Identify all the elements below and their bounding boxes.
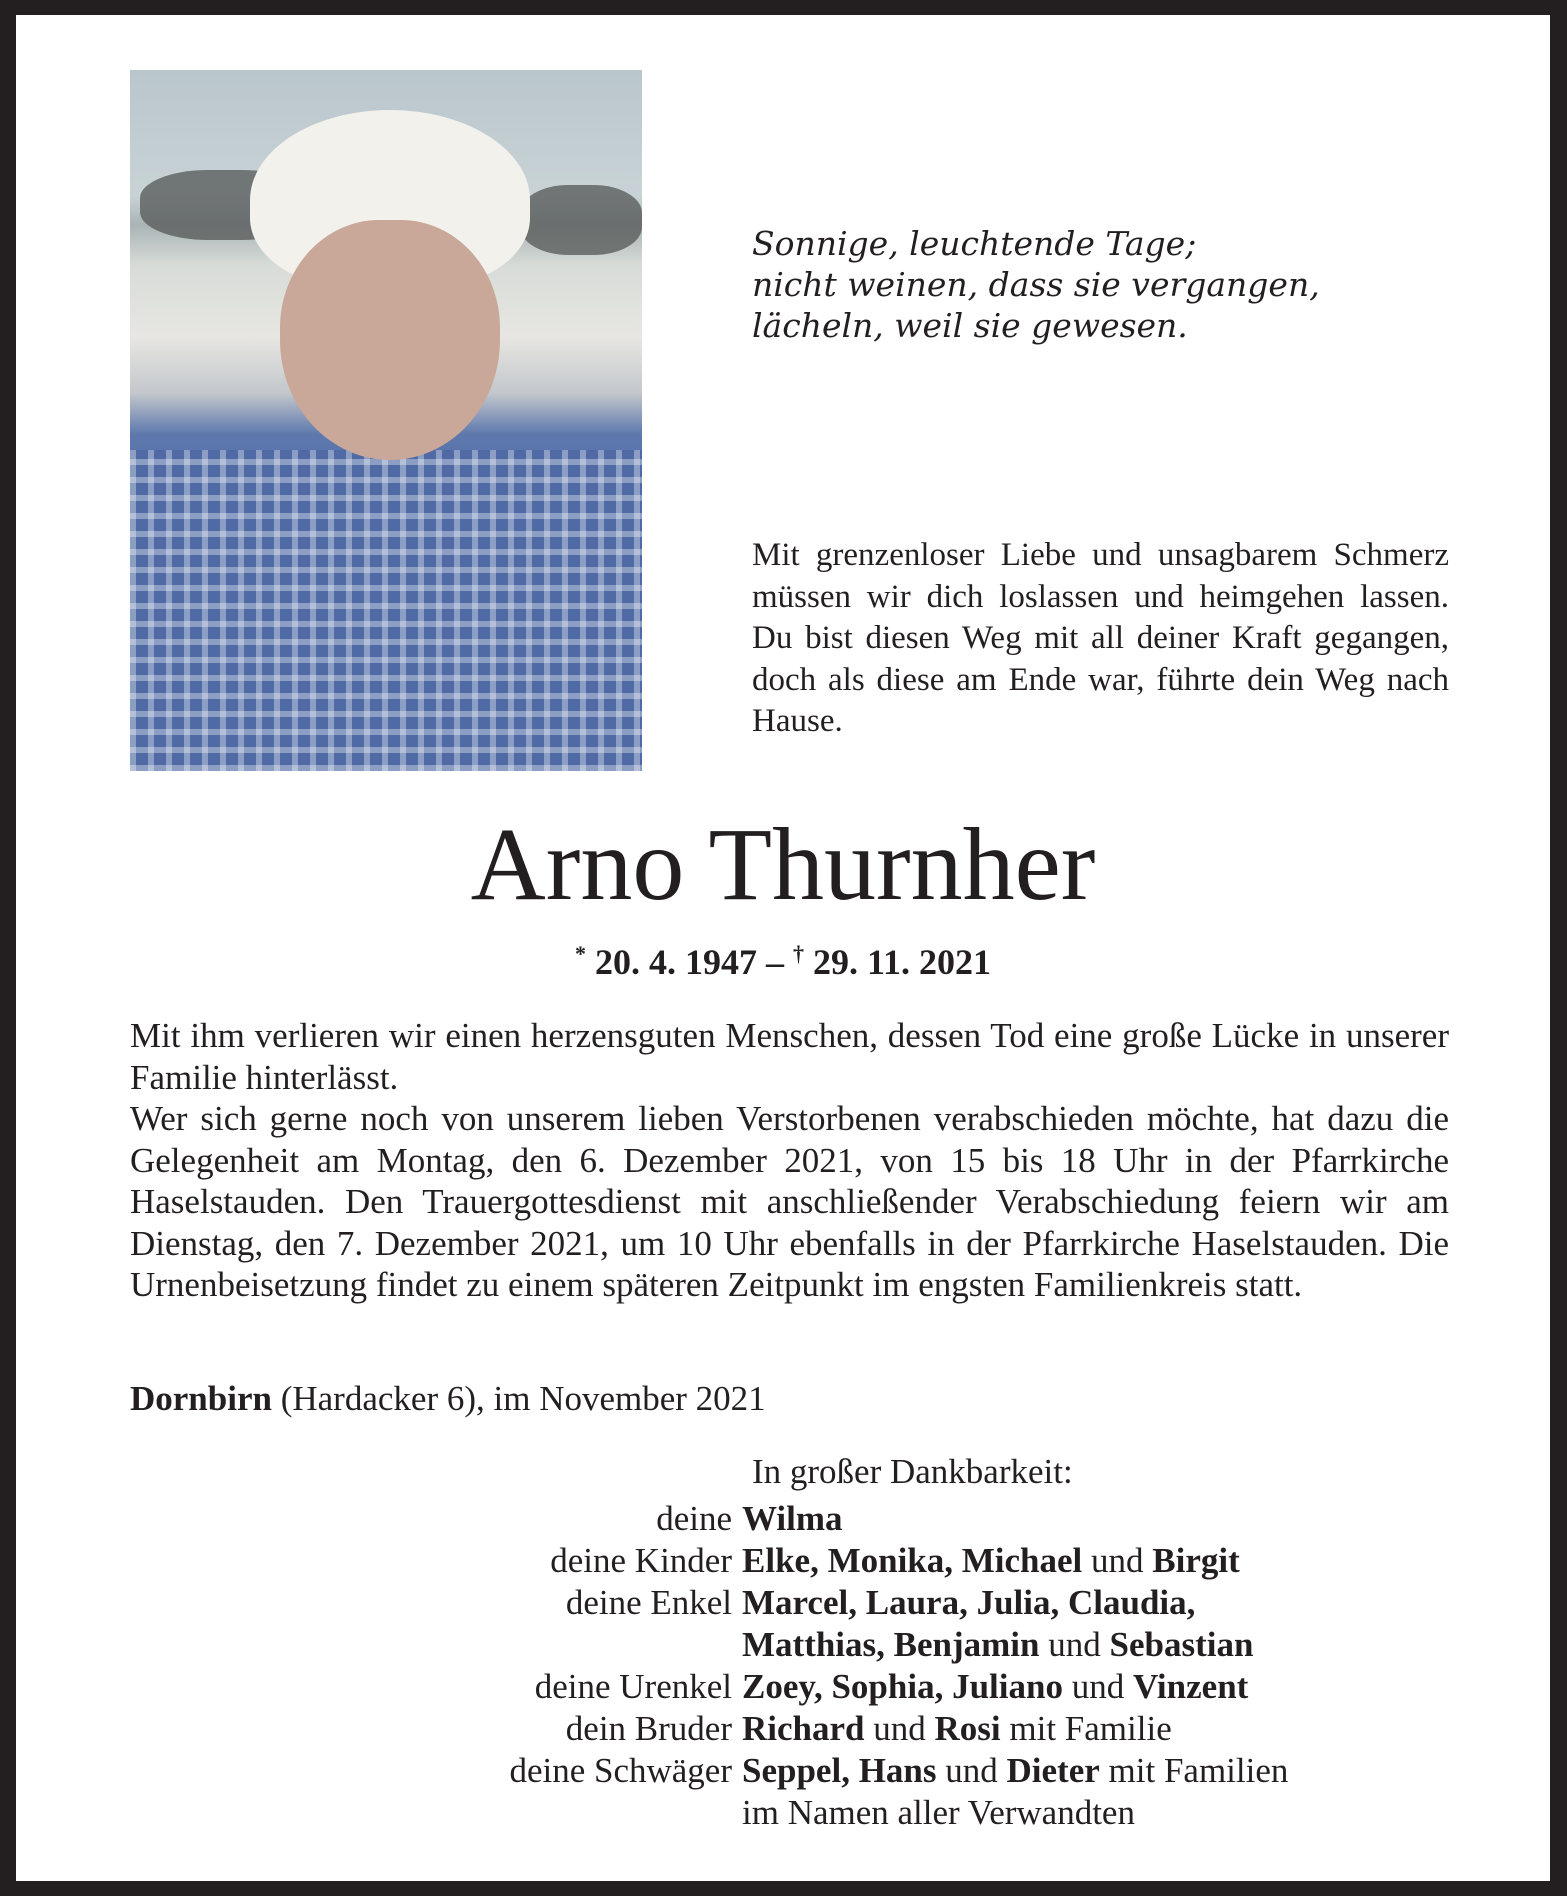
family-list <box>16 1498 1550 1834</box>
date-separator: – <box>756 942 793 982</box>
family-row <box>16 1498 1550 1540</box>
family-connector-text: und <box>1039 1625 1110 1664</box>
family-relation: deine Enkel <box>565 1583 732 1622</box>
body-paragraph-2: Wer sich gerne noch von unserem lieben Verstorbenen verabschieden möchte, hat dazu die Gelegenheit am Montag, den 6. Dezember 2021, von 15 bis 18 Uhr in der Pfarrkirche Haselstauden. Den Trauergottesdienst mit anschließender Verabschiedung feiern wir am Dienstag, den 7. Dezember 2021, um 10 Uhr ebenfalls in der Pfarrkirche Haselstauden. Die Urnenbeisetzung findet zu einem späteren Zeitpunkt im engsten Familienkreis statt. <box>130 1099 1449 1304</box>
family-member-name: Matthias, Benjamin <box>742 1625 1040 1664</box>
intro-paragraph: Mit grenzenloser Liebe und unsagbarem Schmerz müssen wir dich loslassen und heimgehen lassen. Du bist diesen Weg mit all deiner Kraft gegangen, doch als diese am Ende war, führte dein Weg nach Hause. <box>752 537 1449 739</box>
family-member-name: Birgit <box>1152 1541 1240 1580</box>
family-names <box>742 1750 1288 1792</box>
portrait-photo <box>130 70 642 771</box>
place-date-line <box>130 1378 766 1420</box>
family-names <box>742 1540 1240 1582</box>
family-names <box>742 1498 842 1540</box>
family-row <box>16 1582 1550 1624</box>
family-member-name: Seppel, Hans <box>742 1751 937 1790</box>
family-relation: dein Bruder <box>565 1709 732 1748</box>
deceased-name: Arno Thurnher <box>470 807 1096 922</box>
death-cross-icon: † <box>792 941 804 966</box>
poem-line: lächeln, weil sie gewesen. <box>752 306 1188 345</box>
thanks-heading: In großer Dankbarkeit: <box>752 1452 1073 1491</box>
family-names <box>742 1666 1248 1708</box>
family-row <box>16 1540 1550 1582</box>
poem <box>752 223 1320 346</box>
family-member-name: Elke, Monika, Michael <box>742 1541 1083 1580</box>
family-member-name: Vinzent <box>1132 1667 1249 1706</box>
family-relation: deine Kinder <box>550 1541 732 1580</box>
family-member-name: Rosi <box>934 1709 1001 1748</box>
family-connector-text: mit Familien <box>1099 1751 1289 1790</box>
family-row <box>16 1666 1550 1708</box>
body-paragraph-1: Mit ihm verlieren wir einen herzensguten Menschen, dessen Tod eine große Lücke in unserer Familie hinterlässt. <box>130 1016 1449 1097</box>
announcement-body <box>130 1015 1449 1306</box>
photo-face <box>280 220 500 460</box>
family-row <box>16 1792 1550 1834</box>
family-relation <box>16 1624 742 1666</box>
family-member-name: Marcel, Laura, Julia, Claudia, <box>742 1583 1196 1622</box>
place-rest: (Hardacker 6), im November 2021 <box>271 1379 766 1418</box>
family-relation: deine <box>656 1499 732 1538</box>
family-connector-text: mit Familie <box>1000 1709 1172 1748</box>
family-connector-text: und <box>864 1709 935 1748</box>
family-row <box>16 1750 1550 1792</box>
birth-date: 20. 4. 1947 <box>594 942 757 982</box>
family-member-name: Zoey, Sophia, Juliano <box>742 1667 1063 1706</box>
death-date: 29. 11. 2021 <box>812 942 991 982</box>
family-relation: deine Schwäger <box>509 1751 732 1790</box>
life-dates <box>16 941 1550 983</box>
photo-rocks-right <box>520 185 642 255</box>
family-relation: deine Urenkel <box>534 1667 732 1706</box>
birth-star-icon: * <box>574 941 586 966</box>
family-member-name: Sebastian <box>1109 1625 1254 1664</box>
family-member-name: Dieter <box>1006 1751 1100 1790</box>
family-member-name: Richard <box>742 1709 865 1748</box>
photo-shirt <box>130 450 642 771</box>
place-city: Dornbirn <box>130 1379 272 1418</box>
family-connector-text: und <box>1062 1667 1133 1706</box>
family-row <box>16 1708 1550 1750</box>
family-row <box>16 1624 1550 1666</box>
family-connector-text: im Namen aller Verwandten <box>742 1793 1135 1832</box>
obituary-page <box>16 15 1550 1881</box>
family-connector-text: und <box>936 1751 1007 1790</box>
family-connector-text: und <box>1082 1541 1153 1580</box>
poem-line: Sonnige, leuchtende Tage; <box>752 224 1197 263</box>
poem-line: nicht weinen, dass sie vergangen, <box>752 265 1320 304</box>
family-names <box>742 1624 1253 1666</box>
family-relation <box>16 1792 742 1834</box>
family-member-name: Wilma <box>742 1499 843 1538</box>
family-names <box>742 1582 1195 1624</box>
family-names <box>742 1792 1135 1834</box>
family-names <box>742 1708 1172 1750</box>
